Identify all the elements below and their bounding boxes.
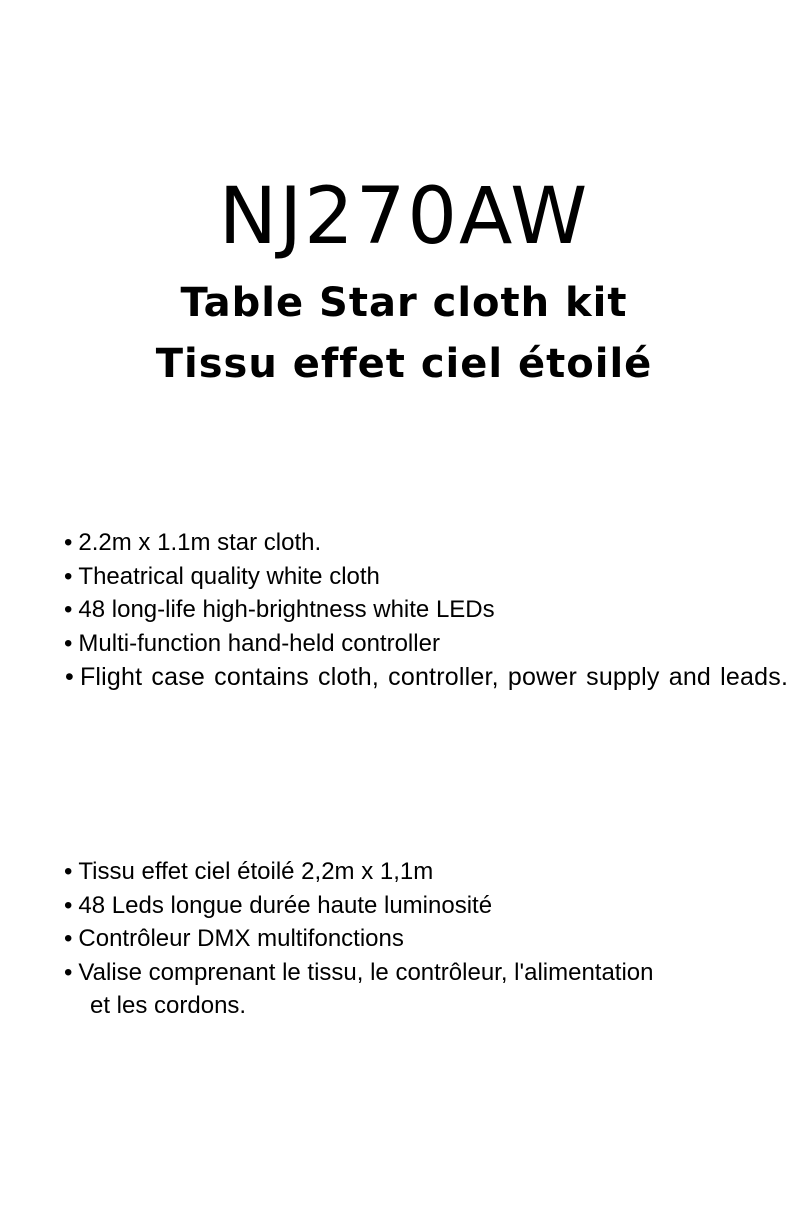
bullet-icon: • — [65, 663, 74, 691]
feature-list-english — [0, 526, 808, 694]
product-title-french: Tissu effet ciel étoilé — [155, 341, 653, 387]
bullet-icon: • — [64, 529, 73, 556]
bullet-icon: • — [64, 596, 73, 623]
feature-item: • Theatrical quality white cloth — [64, 562, 380, 590]
bullet-icon: • — [64, 891, 73, 919]
feature-item: • Tissu effet ciel étoilé 2,2m x 1,1m — [64, 858, 434, 885]
feature-item-continuation: et les cordons. — [90, 992, 247, 1019]
model-number: NJ270AW — [218, 172, 590, 262]
bullet-icon: • — [64, 958, 73, 986]
bullet-icon: • — [64, 562, 73, 590]
feature-item: • Valise comprenant le tissu, le contrôleur, l'alimentation et les cordons. — [0, 956, 808, 1023]
feature-item: • 48 long-life high-brightness white LEDs — [64, 596, 495, 623]
feature-item: • Contrôleur DMX multifonctions — [64, 925, 404, 952]
bullet-icon: • — [64, 629, 73, 657]
bullet-icon: • — [64, 925, 73, 952]
feature-item: • Flight case contains cloth, controller, power supply and leads. — [65, 663, 789, 691]
feature-item: • 48 Leds longue durée haute luminosité — [64, 891, 493, 919]
product-title-english: Table Star cloth kit — [180, 280, 628, 326]
feature-item: • 2.2m x 1.1m star cloth. — [64, 529, 322, 556]
feature-item: • Multi-function hand-held controller — [64, 629, 440, 657]
feature-list-french — [0, 855, 808, 1023]
bullet-icon: • — [64, 858, 73, 885]
